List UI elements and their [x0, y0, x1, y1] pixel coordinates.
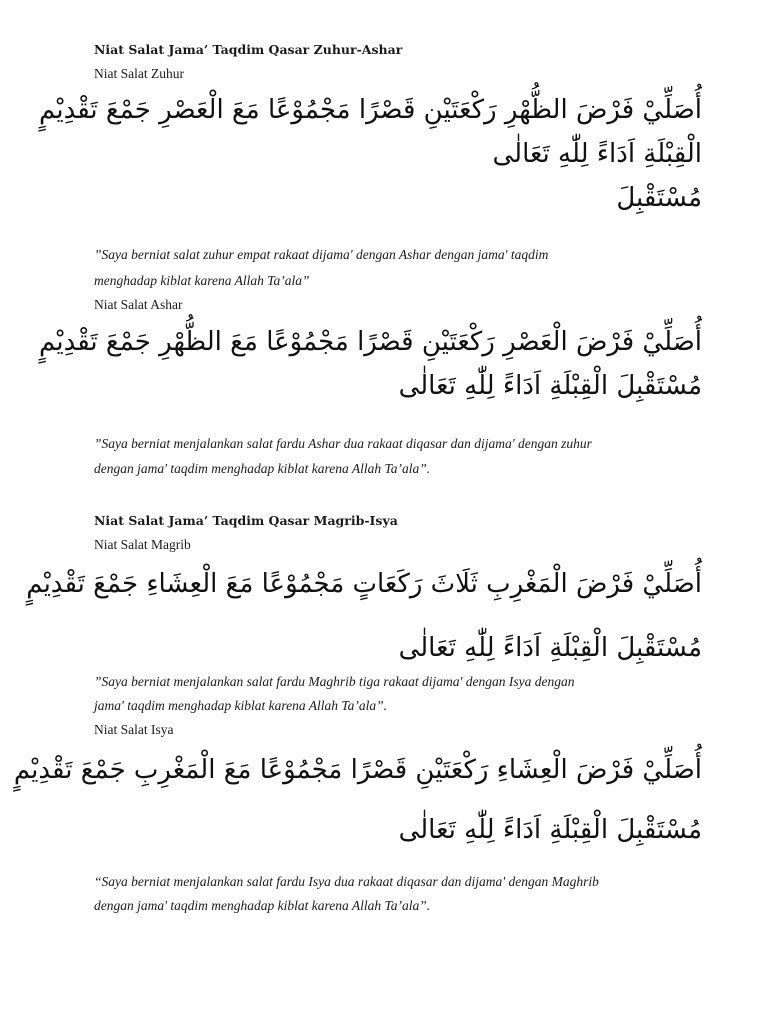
section-title: Niat Salat Jama’ Taqdim Qasar Zuhur-Ashar [94, 42, 403, 57]
arabic-line: أُصَلِّيْ فَرْضَ الْعِشَاءِ رَكْعَتَيْنِ قَصْرًا مَجْمُوْعًا مَعَ الْمَغْرِبِ جَمْعَ تَقْدِيْمٍ [13, 755, 702, 785]
translation-line: ”Saya berniat salat zuhur empat rakaat dijama' dengan Ashar dengan jama' taqdim [94, 247, 549, 262]
arabic-line: أُصَلِّيْ فَرْضَ الْعَصْرِ رَكْعَتَيْنِ قَصْرًا مَجْمُوْعًا مَعَ الظُّهْرِ جَمْعَ تَقْدِيْمٍ [39, 327, 702, 357]
prayer-label: Niat Salat Zuhur [94, 66, 184, 81]
translation-line: ”Saya berniat menjalankan salat fardu Maghrib tiga rakaat dijama' dengan Isya dengan [94, 674, 575, 689]
arabic-line: مُسْتَقْبِلَ الْقِبْلَةِ اَدَاءً لِلّٰهِ تَعَالٰى [398, 633, 702, 663]
arabic-line: مُسْتَقْبِلَ الْقِبْلَةِ اَدَاءً لِلّٰهِ تَعَالٰى [398, 371, 702, 401]
prayer-label: Niat Salat Isya [94, 722, 174, 737]
section-title: Niat Salat Jama’ Taqdim Qasar Magrib-Isya [94, 513, 398, 528]
translation-line: menghadap kiblat karena Allah Ta’ala” [94, 273, 310, 288]
arabic-line: مُسْتَقْبِلَ [616, 183, 702, 213]
arabic-line: أُصَلِّيْ فَرْضَ الظُّهْرِ رَكْعَتَيْنِ قَصْرًا مَجْمُوْعًا مَعَ الْعَصْرِ جَمْعَ تَقْدِيْمٍ [39, 95, 702, 125]
translation-line: dengan jama' taqdim menghadap kiblat karena Allah Ta’ala”. [94, 461, 431, 476]
arabic-line: الْقِبْلَةِ اَدَاءً لِلّٰهِ تَعَالٰى [492, 139, 702, 169]
arabic-niat-ashar [39, 320, 702, 408]
arabic-niat-isya [13, 748, 702, 852]
arabic-line: مُسْتَقْبِلَ الْقِبْلَةِ اَدَاءً لِلّٰهِ تَعَالٰى [398, 815, 702, 845]
translation-line: jama' taqdim menghadap kiblat karena Allah Ta’ala”. [94, 698, 388, 713]
arabic-line: أُصَلِّيْ فَرْضَ الْمَغْرِبِ ثَلَاثَ رَكَعَاتٍ مَجْمُوْعًا مَعَ الْعِشَاءِ جَمْعَ تَقْدِيْمٍ [26, 569, 702, 599]
translation-line: dengan jama' taqdim menghadap kiblat karena Allah Ta’ala”. [94, 898, 431, 913]
translation-line: “Saya berniat menjalankan salat fardu Isya dua rakaat diqasar dan dijama' dengan Maghrib [94, 874, 599, 889]
arabic-niat-magrib [26, 562, 702, 670]
prayer-label: Niat Salat Magrib [94, 537, 191, 552]
translation-line: ”Saya berniat menjalankan salat fardu Ashar dua rakaat diqasar dan dijama' dengan zuhur [94, 436, 592, 451]
arabic-niat-zuhur [39, 88, 702, 220]
prayer-label: Niat Salat Ashar [94, 297, 183, 312]
